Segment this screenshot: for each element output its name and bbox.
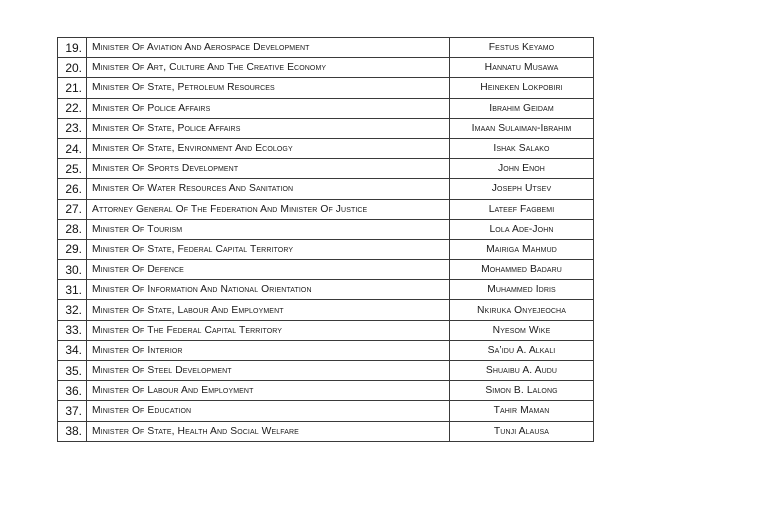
ministry-office: Minister Of The Federal Capital Territory (87, 320, 450, 340)
ministry-office: Minister Of Information And National Orientation (87, 280, 450, 300)
table-row (58, 320, 594, 340)
ministry-office: Minister Of Steel Development (87, 361, 450, 381)
minister-name: Ishak Salako (450, 138, 594, 158)
ministry-office: Minister Of State, Federal Capital Territory (87, 239, 450, 259)
minister-name: Lola Ade-John (450, 219, 594, 239)
row-number: 23. (58, 118, 87, 138)
table-row (58, 361, 594, 381)
ministry-office: Minister Of State, Police Affairs (87, 118, 450, 138)
table-row (58, 159, 594, 179)
row-number: 27. (58, 199, 87, 219)
ministry-office: Minister Of Sports Development (87, 159, 450, 179)
ministry-office: Minister Of State, Health And Social Welfare (87, 421, 450, 441)
row-number: 38. (58, 421, 87, 441)
row-number: 26. (58, 179, 87, 199)
row-number: 19. (58, 38, 87, 58)
row-number: 21. (58, 78, 87, 98)
row-number: 20. (58, 58, 87, 78)
ministry-office: Minister Of Labour And Employment (87, 381, 450, 401)
minister-name: John Enoh (450, 159, 594, 179)
table-row (58, 38, 594, 58)
table-row (58, 219, 594, 239)
ministry-office: Minister Of Aviation And Aerospace Development (87, 38, 450, 58)
ministry-office: Minister Of Police Affairs (87, 98, 450, 118)
row-number: 36. (58, 381, 87, 401)
minister-name: Mohammed Badaru (450, 260, 594, 280)
table-row (58, 179, 594, 199)
minister-name: Simon B. Lalong (450, 381, 594, 401)
minister-name: Tahir Maman (450, 401, 594, 421)
row-number: 35. (58, 361, 87, 381)
minister-name: Mairiga Mahmud (450, 239, 594, 259)
minister-name: Sa’idu A. Alkali (450, 340, 594, 360)
minister-name: Nkiruka Onyejeocha (450, 300, 594, 320)
table-row (58, 401, 594, 421)
row-number: 32. (58, 300, 87, 320)
minister-name: Lateef Fagbemi (450, 199, 594, 219)
row-number: 34. (58, 340, 87, 360)
row-number: 25. (58, 159, 87, 179)
row-number: 37. (58, 401, 87, 421)
table-row (58, 98, 594, 118)
table-row (58, 239, 594, 259)
row-number: 24. (58, 138, 87, 158)
table-row (58, 199, 594, 219)
minister-name: Tunji Alausa (450, 421, 594, 441)
ministry-office: Minister Of Art, Culture And The Creative Economy (87, 58, 450, 78)
table-row (58, 381, 594, 401)
row-number: 33. (58, 320, 87, 340)
table-row (58, 421, 594, 441)
ministry-office: Minister Of Water Resources And Sanitation (87, 179, 450, 199)
ministry-office: Minister Of State, Labour And Employment (87, 300, 450, 320)
row-number: 29. (58, 239, 87, 259)
ministers-table (57, 37, 594, 442)
ministry-office: Attorney General Of The Federation And Minister Of Justice (87, 199, 450, 219)
ministry-office: Minister Of State, Environment And Ecology (87, 138, 450, 158)
minister-name: Shuaibu A. Audu (450, 361, 594, 381)
ministry-office: Minister Of Interior (87, 340, 450, 360)
table-row (58, 78, 594, 98)
ministry-office: Minister Of Tourism (87, 219, 450, 239)
ministers-table-body (58, 38, 594, 442)
table-row (58, 260, 594, 280)
table-row (58, 280, 594, 300)
ministry-office: Minister Of Education (87, 401, 450, 421)
minister-name: Festus Keyamo (450, 38, 594, 58)
ministry-office: Minister Of Defence (87, 260, 450, 280)
minister-name: Ibrahim Geidam (450, 98, 594, 118)
minister-name: Joseph Utsev (450, 179, 594, 199)
minister-name: Nyesom Wike (450, 320, 594, 340)
row-number: 31. (58, 280, 87, 300)
table-row (58, 300, 594, 320)
ministry-office: Minister Of State, Petroleum Resources (87, 78, 450, 98)
row-number: 30. (58, 260, 87, 280)
row-number: 22. (58, 98, 87, 118)
minister-name: Muhammed Idris (450, 280, 594, 300)
table-row (58, 58, 594, 78)
row-number: 28. (58, 219, 87, 239)
minister-name: Imaan Sulaiman-Ibrahim (450, 118, 594, 138)
minister-name: Heineken Lokpobiri (450, 78, 594, 98)
table-row (58, 138, 594, 158)
minister-name: Hannatu Musawa (450, 58, 594, 78)
table-row (58, 118, 594, 138)
table-row (58, 340, 594, 360)
